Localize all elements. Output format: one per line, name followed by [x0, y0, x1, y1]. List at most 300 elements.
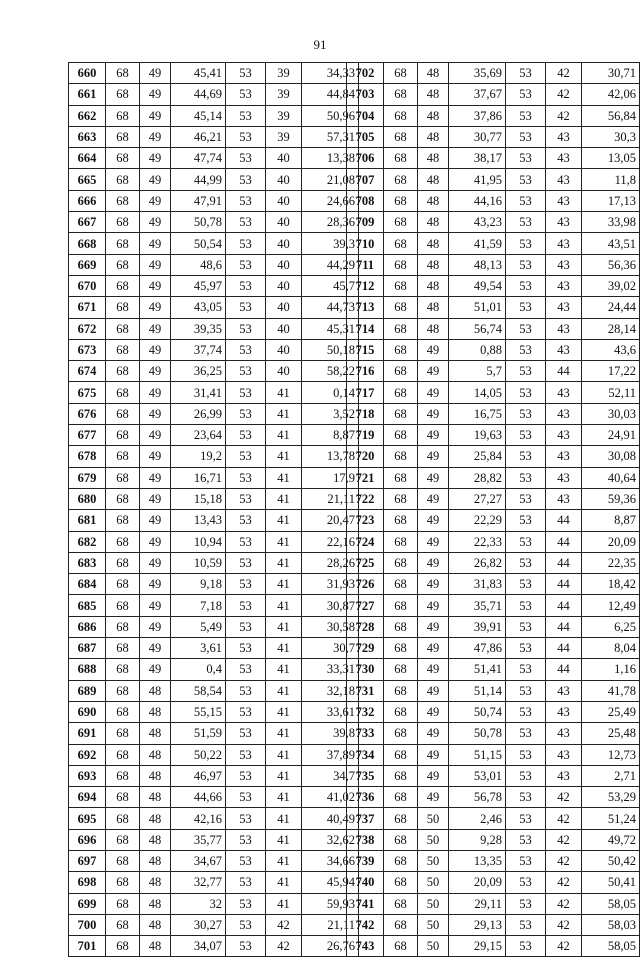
value-cell: 53	[506, 659, 546, 680]
value-cell: 39,3	[302, 233, 359, 254]
value-cell: 49	[140, 148, 171, 169]
value-cell: 53	[506, 318, 546, 339]
point-number-cell: 730	[347, 659, 384, 680]
value-cell: 21,11	[302, 914, 359, 935]
point-number-cell: 688	[69, 659, 106, 680]
value-cell: 58,22	[302, 361, 359, 382]
coordinates-table-right	[346, 62, 640, 957]
point-number-cell: 663	[69, 126, 106, 147]
table-row	[69, 488, 359, 509]
value-cell: 48	[140, 787, 171, 808]
value-cell: 41	[266, 595, 302, 616]
value-cell: 53	[506, 723, 546, 744]
value-cell: 50,74	[449, 701, 506, 722]
value-cell: 59,36	[582, 488, 640, 509]
value-cell: 68	[384, 787, 418, 808]
value-cell: 41	[266, 510, 302, 531]
value-cell: 41	[266, 850, 302, 871]
value-cell: 28,82	[449, 467, 506, 488]
value-cell: 68	[106, 829, 140, 850]
value-cell: 34,33	[302, 63, 359, 84]
value-cell: 50	[418, 872, 449, 893]
point-number-cell: 705	[347, 126, 384, 147]
value-cell: 68	[384, 425, 418, 446]
value-cell: 68	[384, 680, 418, 701]
value-cell: 41	[266, 467, 302, 488]
value-cell: 21,08	[302, 169, 359, 190]
table-row	[69, 765, 359, 786]
table-row	[347, 680, 640, 701]
value-cell: 48	[140, 850, 171, 871]
value-cell: 44,29	[302, 254, 359, 275]
value-cell: 53	[506, 467, 546, 488]
value-cell: 39,35	[171, 318, 226, 339]
value-cell: 50	[418, 850, 449, 871]
value-cell: 45,94	[302, 872, 359, 893]
value-cell: 43	[546, 275, 582, 296]
value-cell: 2,46	[449, 808, 506, 829]
value-cell: 58,03	[582, 914, 640, 935]
point-number-cell: 724	[347, 531, 384, 552]
value-cell: 68	[106, 765, 140, 786]
point-number-cell: 687	[69, 638, 106, 659]
table-row	[69, 893, 359, 914]
point-number-cell: 677	[69, 425, 106, 446]
value-cell: 34,66	[302, 850, 359, 871]
value-cell: 68	[106, 403, 140, 424]
value-cell: 53	[226, 212, 266, 233]
value-cell: 44	[546, 361, 582, 382]
value-cell: 48	[418, 254, 449, 275]
value-cell: 7,18	[171, 595, 226, 616]
point-number-cell: 718	[347, 403, 384, 424]
value-cell: 16,75	[449, 403, 506, 424]
table-row	[347, 893, 640, 914]
table-row	[347, 233, 640, 254]
value-cell: 43	[546, 126, 582, 147]
value-cell: 53	[506, 148, 546, 169]
value-cell: 68	[384, 84, 418, 105]
value-cell: 42	[546, 936, 582, 957]
point-number-cell: 729	[347, 638, 384, 659]
value-cell: 68	[384, 936, 418, 957]
value-cell: 49	[418, 382, 449, 403]
value-cell: 30,3	[582, 126, 640, 147]
value-cell: 44	[546, 595, 582, 616]
table-row	[69, 872, 359, 893]
value-cell: 13,43	[171, 510, 226, 531]
value-cell: 8,87	[302, 425, 359, 446]
value-cell: 43,23	[449, 212, 506, 233]
table-row	[69, 233, 359, 254]
value-cell: 53	[226, 425, 266, 446]
value-cell: 49	[418, 701, 449, 722]
value-cell: 22,33	[449, 531, 506, 552]
value-cell: 33,98	[582, 212, 640, 233]
table-row	[347, 425, 640, 446]
value-cell: 41	[266, 829, 302, 850]
value-cell: 40	[266, 254, 302, 275]
value-cell: 34,7	[302, 765, 359, 786]
value-cell: 28,26	[302, 552, 359, 573]
value-cell: 53	[506, 212, 546, 233]
value-cell: 48	[140, 723, 171, 744]
value-cell: 68	[106, 914, 140, 935]
value-cell: 49	[140, 361, 171, 382]
value-cell: 53	[226, 552, 266, 573]
value-cell: 53	[506, 446, 546, 467]
table-row	[347, 765, 640, 786]
value-cell: 44	[546, 574, 582, 595]
value-cell: 43	[546, 212, 582, 233]
table-row	[347, 382, 640, 403]
value-cell: 53	[226, 361, 266, 382]
value-cell: 45,14	[171, 105, 226, 126]
value-cell: 52,11	[582, 382, 640, 403]
value-cell: 53	[226, 595, 266, 616]
value-cell: 49	[140, 638, 171, 659]
value-cell: 10,94	[171, 531, 226, 552]
value-cell: 40	[266, 169, 302, 190]
value-cell: 35,77	[171, 829, 226, 850]
value-cell: 45,7	[302, 275, 359, 296]
value-cell: 53	[506, 638, 546, 659]
value-cell: 40	[266, 361, 302, 382]
table-row	[69, 510, 359, 531]
value-cell: 30,58	[302, 616, 359, 637]
table-row	[69, 936, 359, 957]
value-cell: 17,22	[582, 361, 640, 382]
value-cell: 50,78	[171, 212, 226, 233]
value-cell: 53	[506, 169, 546, 190]
value-cell: 53	[506, 744, 546, 765]
point-number-cell: 710	[347, 233, 384, 254]
value-cell: 31,41	[171, 382, 226, 403]
value-cell: 51,41	[449, 659, 506, 680]
value-cell: 43,05	[171, 297, 226, 318]
value-cell: 68	[106, 212, 140, 233]
value-cell: 33,61	[302, 701, 359, 722]
point-number-cell: 666	[69, 190, 106, 211]
value-cell: 41,59	[449, 233, 506, 254]
point-number-cell: 679	[69, 467, 106, 488]
value-cell: 49	[140, 190, 171, 211]
point-number-cell: 723	[347, 510, 384, 531]
value-cell: 68	[384, 190, 418, 211]
value-cell: 53	[506, 275, 546, 296]
value-cell: 53	[226, 616, 266, 637]
value-cell: 53	[506, 126, 546, 147]
value-cell: 49	[418, 403, 449, 424]
value-cell: 32,18	[302, 680, 359, 701]
value-cell: 53	[506, 233, 546, 254]
table-row	[347, 531, 640, 552]
value-cell: 2,71	[582, 765, 640, 786]
table-row	[69, 574, 359, 595]
value-cell: 50	[418, 808, 449, 829]
value-cell: 53	[226, 318, 266, 339]
point-number-cell: 699	[69, 893, 106, 914]
table-row	[69, 212, 359, 233]
value-cell: 18,42	[582, 574, 640, 595]
value-cell: 40	[266, 339, 302, 360]
value-cell: 49	[418, 488, 449, 509]
value-cell: 48,13	[449, 254, 506, 275]
value-cell: 68	[106, 297, 140, 318]
value-cell: 53	[506, 254, 546, 275]
point-number-cell: 717	[347, 382, 384, 403]
point-number-cell: 684	[69, 574, 106, 595]
value-cell: 37,89	[302, 744, 359, 765]
value-cell: 45,31	[302, 318, 359, 339]
point-number-cell: 725	[347, 552, 384, 573]
point-number-cell: 734	[347, 744, 384, 765]
value-cell: 56,84	[582, 105, 640, 126]
table-row	[347, 850, 640, 871]
point-number-cell: 681	[69, 510, 106, 531]
value-cell: 68	[384, 638, 418, 659]
value-cell: 34,07	[171, 936, 226, 957]
value-cell: 49	[140, 339, 171, 360]
value-cell: 53	[506, 829, 546, 850]
value-cell: 17,13	[582, 190, 640, 211]
point-number-cell: 669	[69, 254, 106, 275]
value-cell: 25,49	[582, 701, 640, 722]
value-cell: 68	[384, 850, 418, 871]
value-cell: 47,86	[449, 638, 506, 659]
value-cell: 49	[418, 723, 449, 744]
value-cell: 43	[546, 297, 582, 318]
value-cell: 49,54	[449, 275, 506, 296]
value-cell: 49	[140, 212, 171, 233]
value-cell: 41	[266, 382, 302, 403]
table-row	[69, 595, 359, 616]
value-cell: 51,59	[171, 723, 226, 744]
value-cell: 49	[418, 659, 449, 680]
value-cell: 19,63	[449, 425, 506, 446]
value-cell: 53	[506, 893, 546, 914]
point-number-cell: 701	[69, 936, 106, 957]
value-cell: 41	[266, 872, 302, 893]
value-cell: 68	[106, 510, 140, 531]
value-cell: 68	[106, 84, 140, 105]
point-number-cell: 711	[347, 254, 384, 275]
point-number-cell: 694	[69, 787, 106, 808]
value-cell: 68	[106, 787, 140, 808]
table-row	[347, 595, 640, 616]
value-cell: 23,64	[171, 425, 226, 446]
value-cell: 68	[106, 361, 140, 382]
value-cell: 53	[506, 872, 546, 893]
value-cell: 48	[418, 126, 449, 147]
value-cell: 68	[384, 339, 418, 360]
value-cell: 48	[418, 105, 449, 126]
value-cell: 68	[106, 638, 140, 659]
value-cell: 48	[140, 744, 171, 765]
value-cell: 21,11	[302, 488, 359, 509]
value-cell: 68	[106, 318, 140, 339]
value-cell: 30,27	[171, 914, 226, 935]
value-cell: 43	[546, 425, 582, 446]
value-cell: 49	[140, 446, 171, 467]
value-cell: 49	[418, 765, 449, 786]
value-cell: 68	[384, 382, 418, 403]
value-cell: 19,2	[171, 446, 226, 467]
value-cell: 53	[226, 531, 266, 552]
table-row	[347, 638, 640, 659]
value-cell: 68	[384, 552, 418, 573]
value-cell: 68	[106, 254, 140, 275]
point-number-cell: 665	[69, 169, 106, 190]
point-number-cell: 733	[347, 723, 384, 744]
table-row	[69, 425, 359, 446]
value-cell: 34,67	[171, 850, 226, 871]
value-cell: 53	[506, 574, 546, 595]
point-number-cell: 685	[69, 595, 106, 616]
value-cell: 68	[106, 936, 140, 957]
value-cell: 53	[226, 254, 266, 275]
value-cell: 30,03	[582, 403, 640, 424]
value-cell: 49	[418, 616, 449, 637]
value-cell: 68	[384, 829, 418, 850]
value-cell: 43	[546, 169, 582, 190]
value-cell: 68	[106, 126, 140, 147]
value-cell: 44,73	[302, 297, 359, 318]
value-cell: 12,49	[582, 595, 640, 616]
value-cell: 68	[384, 574, 418, 595]
value-cell: 48	[418, 148, 449, 169]
value-cell: 13,78	[302, 446, 359, 467]
value-cell: 50	[418, 914, 449, 935]
table-row	[69, 850, 359, 871]
table-row	[69, 105, 359, 126]
value-cell: 31,93	[302, 574, 359, 595]
value-cell: 53	[226, 126, 266, 147]
value-cell: 68	[384, 744, 418, 765]
value-cell: 68	[106, 872, 140, 893]
value-cell: 49	[418, 638, 449, 659]
value-cell: 22,35	[582, 552, 640, 573]
value-cell: 43	[546, 488, 582, 509]
value-cell: 48	[140, 872, 171, 893]
value-cell: 68	[384, 488, 418, 509]
point-number-cell: 728	[347, 616, 384, 637]
point-number-cell: 682	[69, 531, 106, 552]
value-cell: 49	[140, 552, 171, 573]
value-cell: 47,91	[171, 190, 226, 211]
value-cell: 41	[266, 446, 302, 467]
point-number-cell: 676	[69, 403, 106, 424]
value-cell: 53	[226, 488, 266, 509]
value-cell: 43	[546, 233, 582, 254]
value-cell: 30,7	[302, 638, 359, 659]
value-cell: 1,16	[582, 659, 640, 680]
value-cell: 68	[384, 297, 418, 318]
value-cell: 68	[384, 361, 418, 382]
value-cell: 41	[266, 680, 302, 701]
value-cell: 48	[418, 233, 449, 254]
point-number-cell: 720	[347, 446, 384, 467]
point-number-cell: 712	[347, 275, 384, 296]
value-cell: 68	[384, 765, 418, 786]
value-cell: 42	[546, 914, 582, 935]
point-number-cell: 740	[347, 872, 384, 893]
value-cell: 53	[226, 808, 266, 829]
value-cell: 41	[266, 425, 302, 446]
table-row	[69, 361, 359, 382]
value-cell: 43	[546, 254, 582, 275]
value-cell: 12,73	[582, 744, 640, 765]
value-cell: 51,14	[449, 680, 506, 701]
value-cell: 48	[418, 63, 449, 84]
value-cell: 40	[266, 318, 302, 339]
page-number: 91	[313, 37, 327, 52]
value-cell: 53	[226, 850, 266, 871]
value-cell: 39	[266, 126, 302, 147]
table-row	[347, 787, 640, 808]
value-cell: 68	[106, 723, 140, 744]
point-number-cell: 742	[347, 914, 384, 935]
value-cell: 50	[418, 829, 449, 850]
value-cell: 49	[418, 552, 449, 573]
value-cell: 42	[546, 850, 582, 871]
value-cell: 48	[140, 829, 171, 850]
point-number-cell: 683	[69, 552, 106, 573]
value-cell: 37,86	[449, 105, 506, 126]
table-row	[347, 701, 640, 722]
value-cell: 0,4	[171, 659, 226, 680]
value-cell: 49	[140, 275, 171, 296]
table-row	[347, 829, 640, 850]
value-cell: 50,18	[302, 339, 359, 360]
table-row	[347, 574, 640, 595]
value-cell: 53,29	[582, 787, 640, 808]
value-cell: 43,51	[582, 233, 640, 254]
value-cell: 68	[106, 446, 140, 467]
table-row	[347, 190, 640, 211]
value-cell: 20,09	[449, 872, 506, 893]
value-cell: 0,88	[449, 339, 506, 360]
value-cell: 30,71	[582, 63, 640, 84]
value-cell: 68	[384, 531, 418, 552]
value-cell: 68	[384, 254, 418, 275]
value-cell: 49	[418, 361, 449, 382]
value-cell: 43	[546, 318, 582, 339]
value-cell: 39,02	[582, 275, 640, 296]
value-cell: 42	[546, 829, 582, 850]
value-cell: 53	[226, 638, 266, 659]
value-cell: 42	[546, 787, 582, 808]
value-cell: 53	[226, 382, 266, 403]
value-cell: 41	[266, 531, 302, 552]
value-cell: 68	[384, 659, 418, 680]
point-number-cell: 731	[347, 680, 384, 701]
value-cell: 56,78	[449, 787, 506, 808]
point-number-cell: 727	[347, 595, 384, 616]
value-cell: 68	[106, 744, 140, 765]
value-cell: 59,93	[302, 893, 359, 914]
value-cell: 30,77	[449, 126, 506, 147]
value-cell: 68	[106, 467, 140, 488]
point-number-cell: 689	[69, 680, 106, 701]
point-number-cell: 715	[347, 339, 384, 360]
value-cell: 42	[546, 105, 582, 126]
value-cell: 68	[106, 595, 140, 616]
value-cell: 48,6	[171, 254, 226, 275]
value-cell: 20,09	[582, 531, 640, 552]
table-row	[347, 318, 640, 339]
point-number-cell: 707	[347, 169, 384, 190]
